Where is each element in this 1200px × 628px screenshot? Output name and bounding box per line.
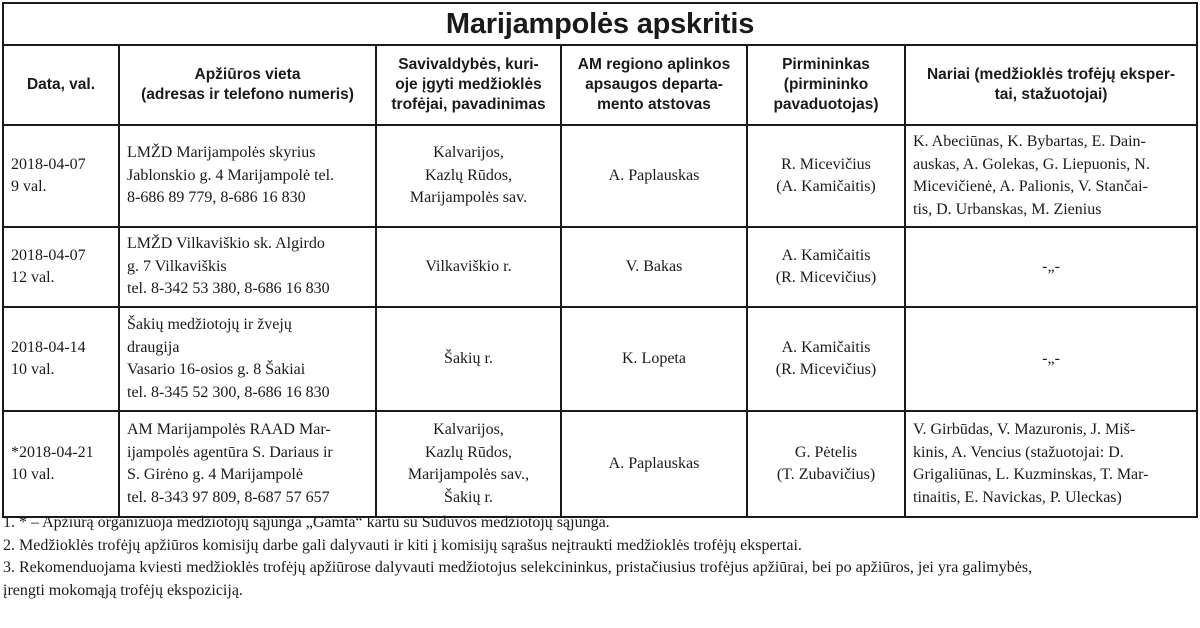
text-line: Pirmininkas	[782, 56, 870, 73]
text-line: Marijampolės sav.,	[407, 466, 530, 483]
text-line: tinaitis, E. Navickas, P. Uleckas)	[913, 488, 1122, 506]
text-line: AM Marijampolės RAAD Mar-	[127, 421, 331, 438]
text-line: Nariai (medžioklės trofėjų eksper-	[926, 66, 1176, 83]
table-row	[3, 125, 1197, 227]
text-line: -„-	[1042, 257, 1060, 275]
cell-place	[119, 125, 376, 227]
cell-representative	[561, 307, 747, 411]
cell-municipality	[376, 125, 561, 227]
table-title: Marijampolės apskritis	[3, 3, 1197, 45]
cell-municipality	[376, 307, 561, 411]
text-line: K. Abeciūnas, K. Bybartas, E. Dain-	[913, 133, 1146, 150]
text-line: 2018-04-07	[11, 246, 86, 264]
text-line: Apžiūros vieta	[194, 66, 301, 83]
text-line: 2018-04-14	[11, 338, 86, 356]
header-date	[3, 45, 119, 125]
header-representative	[561, 45, 747, 125]
text-line: 9 val.	[11, 178, 47, 195]
text-line: mento atstovas	[597, 96, 711, 113]
table-row	[3, 411, 1197, 517]
cell-chair	[747, 125, 905, 227]
text-line: (R. Micevičius)	[775, 361, 877, 378]
text-line: Micevičienė, A. Palionis, V. Stančai-	[913, 178, 1148, 195]
text-line: Kalvarijos,	[433, 144, 504, 162]
cell-chair	[747, 307, 905, 411]
text-line: Savivaldybės, kuri-	[398, 56, 539, 73]
cell-members	[905, 307, 1197, 411]
text-line: pavaduotojas)	[773, 96, 879, 113]
text-line: AM regiono aplinkos	[577, 56, 731, 73]
text-line: g. 7 Vilkaviškis	[127, 257, 227, 275]
footnotes	[3, 512, 1197, 602]
text-line: trofėjai, pavadinimas	[391, 96, 546, 113]
footnote: 3. Rekomenduojama kviesti medžioklės trofėjų apžiūrose dalyvauti medžiotojus selekcininkus, pristačiusius trofėjus apžiūrai, bei po apžiūros, jei yra galimybės,	[3, 559, 1033, 576]
text-line: Vilkaviškio r.	[425, 257, 512, 275]
text-line: A. Paplauskas	[608, 454, 700, 472]
text-line: Šakių r.	[444, 349, 493, 367]
text-line: tel. 8-343 97 809, 8-687 57 657	[127, 488, 330, 506]
table-row	[3, 227, 1197, 307]
text-line: Marijampolės sav.	[409, 189, 528, 207]
text-line: Šakių medžiotojų ir žvejų	[127, 316, 292, 333]
text-line: 10 val.	[11, 466, 55, 483]
text-line: Kalvarijos,	[433, 421, 504, 438]
footnote: 1. * – Apžiūrą organizuoja medžiotojų sąjunga „Gamta“ kartu su Sūduvos medžiotojų sąjunga.	[3, 514, 610, 531]
text-line: draugija	[127, 338, 180, 356]
cell-place	[119, 411, 376, 517]
text-line: (A. Kamičaitis)	[776, 178, 876, 195]
text-line: A. Kamičaitis	[781, 246, 871, 264]
text-line: Šakių r.	[444, 488, 493, 506]
cell-date	[3, 227, 119, 307]
cell-members	[905, 411, 1197, 517]
text-line: G. Pėtelis	[794, 443, 858, 461]
text-line: 10 val.	[11, 361, 55, 378]
cell-chair	[747, 411, 905, 517]
cell-place	[119, 227, 376, 307]
cell-members	[905, 125, 1197, 227]
text-line: Grigaliūnas, L. Kuzminskas, T. Mar-	[913, 466, 1149, 483]
header-place	[119, 45, 376, 125]
text-line: (pirmininko	[783, 76, 869, 93]
text-line: apsaugos departa-	[585, 76, 723, 93]
text-line: -„-	[1042, 349, 1060, 367]
cell-chair	[747, 227, 905, 307]
schedule-table	[2, 2, 1198, 518]
text-line: LMŽD Marijampolės skyrius	[127, 144, 316, 162]
text-line: auskas, A. Golekas, G. Liepuonis, N.	[913, 155, 1150, 173]
text-line: K. Lopeta	[622, 349, 686, 367]
text-line: tel. 8-345 52 300, 8-686 16 830	[127, 383, 330, 401]
text-line: R. Micevičius	[781, 155, 871, 173]
text-line: Data, val.	[26, 76, 96, 93]
cell-date	[3, 307, 119, 411]
text-line: Kazlų Rūdos,	[424, 443, 513, 461]
text-line: 8-686 89 779, 8-686 16 830	[127, 189, 306, 207]
text-line: (T. Zubavičius)	[776, 466, 876, 483]
cell-date	[3, 125, 119, 227]
cell-municipality	[376, 227, 561, 307]
cell-representative	[561, 227, 747, 307]
header-municipality	[376, 45, 561, 125]
cell-representative	[561, 411, 747, 517]
text-line: A. Kamičaitis	[781, 338, 871, 356]
text-line: 2018-04-07	[11, 155, 86, 173]
text-line: 12 val.	[11, 269, 55, 286]
cell-members	[905, 227, 1197, 307]
text-line: V. Girbūdas, V. Mazuronis, J. Miš-	[913, 421, 1136, 438]
text-line: tel. 8-342 53 380, 8-686 16 830	[127, 280, 330, 298]
table-row	[3, 307, 1197, 411]
cell-place	[119, 307, 376, 411]
header-row	[3, 45, 1197, 125]
text-line: A. Paplauskas	[608, 166, 700, 184]
cell-municipality	[376, 411, 561, 517]
text-line: (R. Micevičius)	[775, 269, 877, 286]
text-line: tai, stažuotojai)	[994, 86, 1108, 103]
cell-representative	[561, 125, 747, 227]
footnote: 2. Medžioklės trofėjų apžiūros komisijų darbe gali dalyvauti ir kiti į komisijų sąrašus neįtraukti medžioklės trofėjų ekspertai.	[3, 536, 802, 554]
text-line: LMŽD Vilkaviškio sk. Algirdo	[127, 235, 325, 253]
text-line: *2018-04-21	[11, 443, 94, 461]
footnote: įrengti mokomąją trofėjų ekspoziciją.	[3, 581, 243, 599]
text-line: (adresas ir telefono numeris)	[141, 86, 354, 103]
text-line: oje įgyti medžioklės	[395, 76, 542, 93]
header-chair	[747, 45, 905, 125]
text-line: V. Bakas	[625, 257, 683, 275]
text-line: Kazlų Rūdos,	[424, 166, 513, 184]
header-members	[905, 45, 1197, 125]
text-line: Vasario 16-osios g. 8 Šakiai	[127, 361, 306, 378]
text-line: kinis, A. Vencius (stažuotojai: D.	[913, 443, 1124, 461]
text-line: Jablonskio g. 4 Marijampolė tel.	[127, 166, 335, 184]
text-line: ijampolės agentūra S. Dariaus ir	[127, 443, 333, 461]
text-line: tis, D. Urbanskas, M. Zienius	[913, 200, 1102, 218]
text-line: S. Girėno g. 4 Marijampolė	[127, 466, 303, 483]
cell-date	[3, 411, 119, 517]
